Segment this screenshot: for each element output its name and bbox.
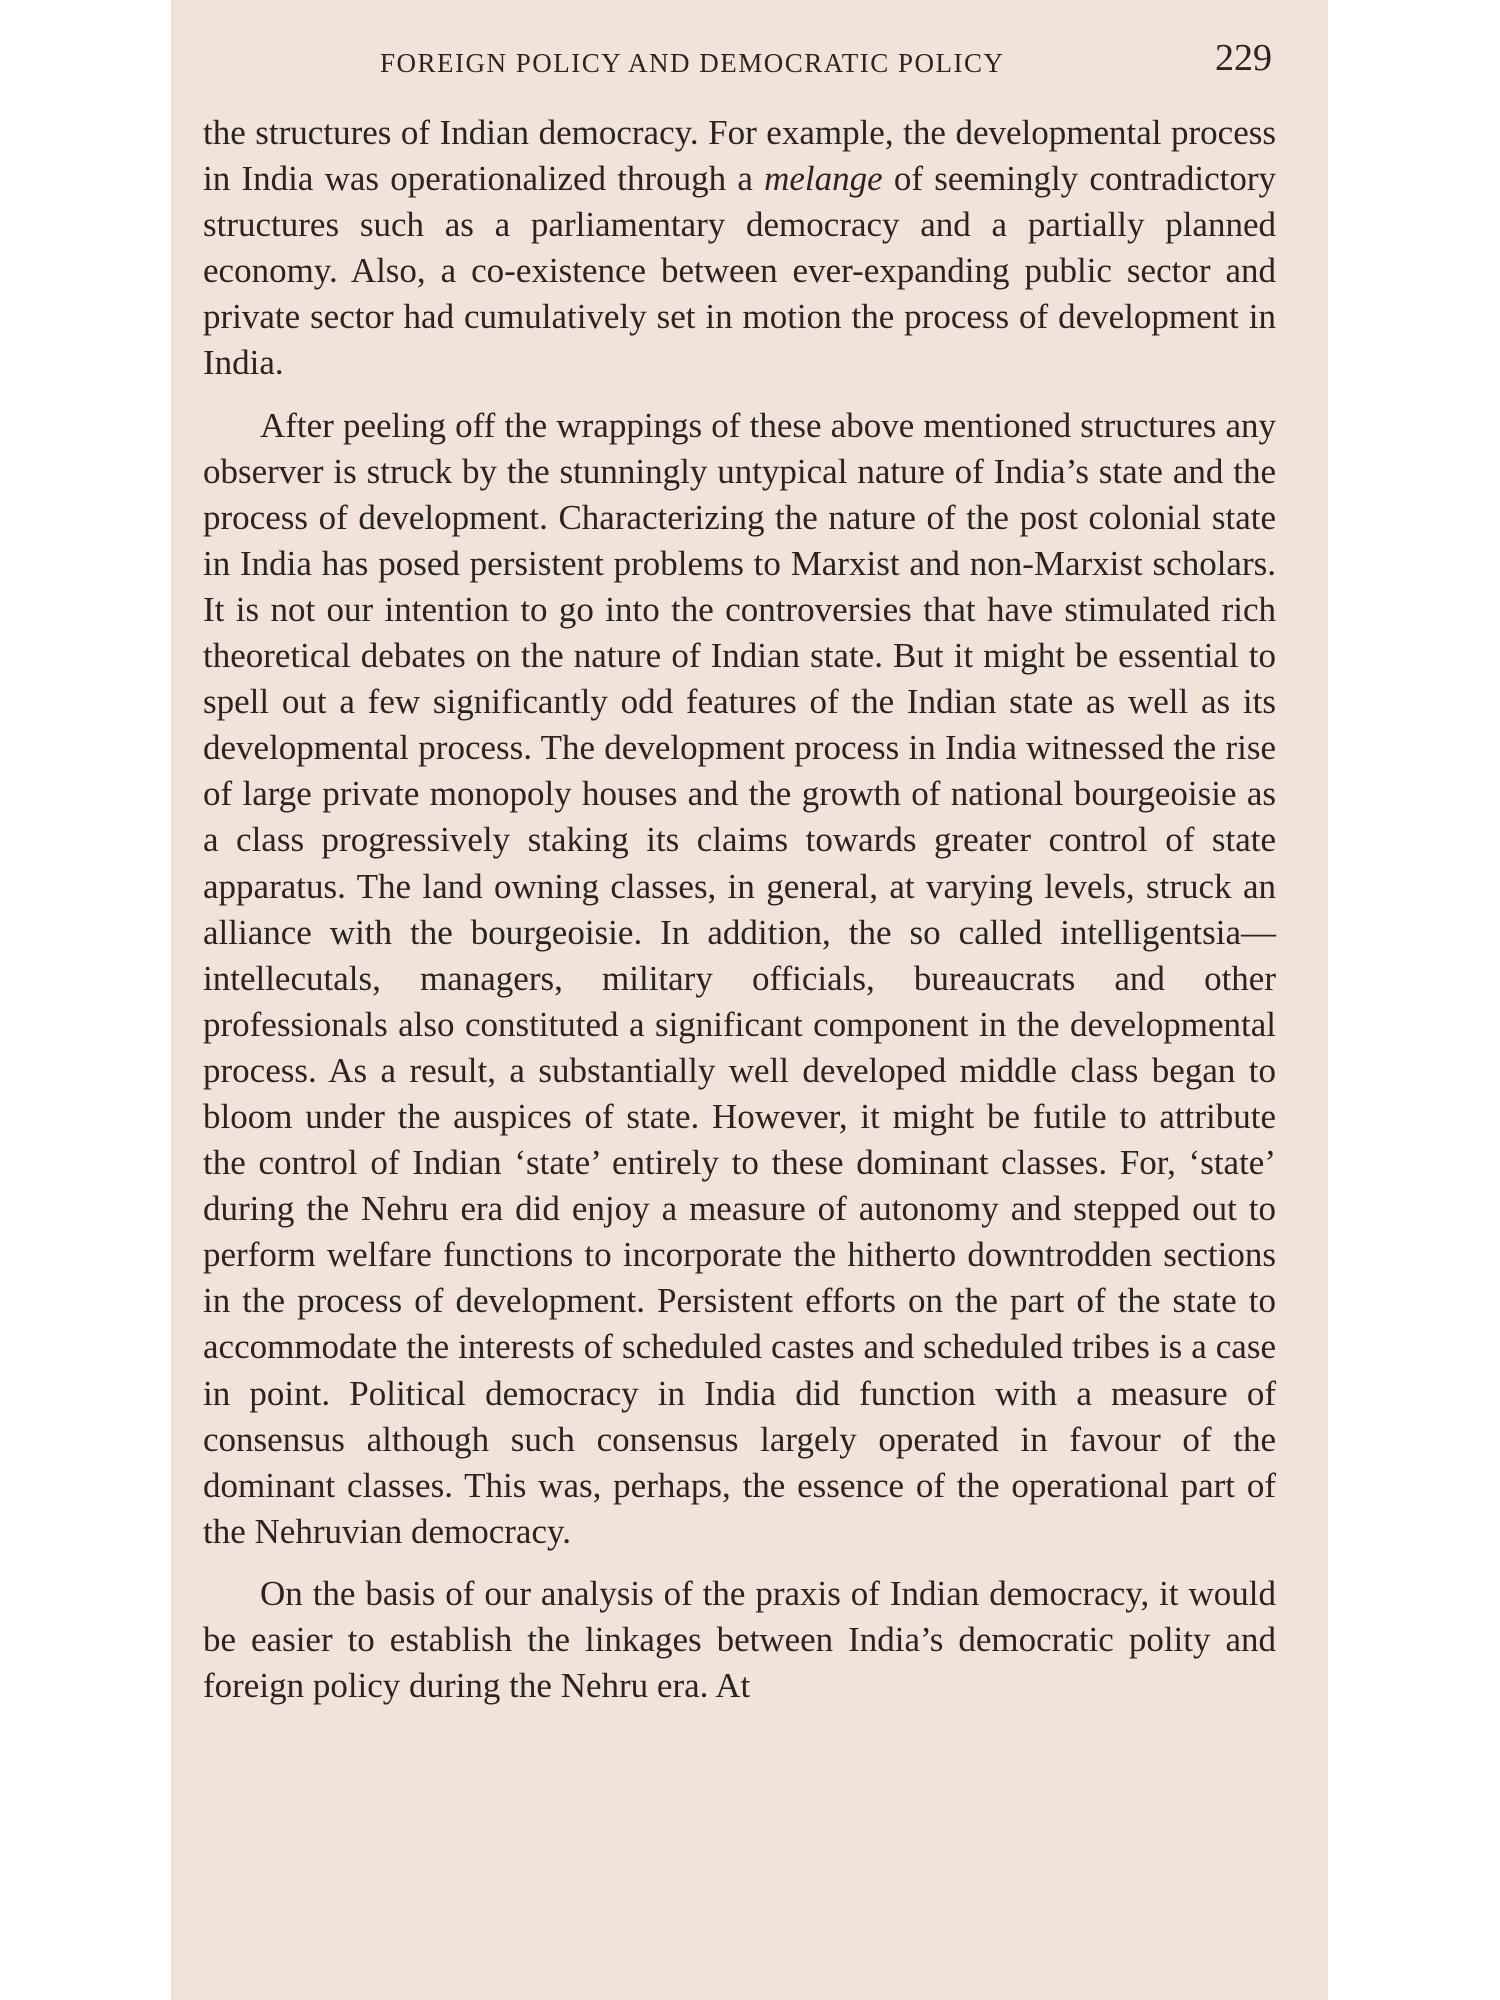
italic-term-melange: melange bbox=[764, 159, 883, 199]
paragraph-3: On the basis of our analysis of the praxis of Indian democracy, it would be easier to establish the linkages between India’s democratic polity and foreign policy during the Nehru era. At bbox=[203, 1573, 1276, 1706]
running-head: FOREIGN POLICY AND DEMOCRATIC POLICY bbox=[380, 48, 1005, 78]
paragraph-1-text-a: the structures of Indian democracy. For example, the developmental process in India was operationalized through a bbox=[203, 113, 1276, 199]
paragraph-1 bbox=[203, 110, 1276, 387]
book-page-scan bbox=[171, 0, 1328, 2000]
page-number: 229 bbox=[1215, 37, 1272, 79]
paragraph-1-text-b: of seemingly contradictory structures such as a parliamentary democracy and a partially planned economy. Also, a co-existence between ever-expanding public sector and private sector had cumulatively set in motion the process of development in India. bbox=[203, 159, 1276, 383]
paragraph-2: After peeling off the wrappings of these above mentioned structures any observer is struck by the stunningly untypical nature of India’s state and the process of development. Characterizing the nature of the post colonial state in India has posed persistent problems to Marxist and non-Marxist scholars. It is not our intention to go into the controversies that have stimulated rich theoretical debates on the nature of Indian state. But it might be essential to spell out a few significantly odd features of the Indian state as well as its developmental process. The development process in India witnessed the rise of large private monopoly houses and the growth of national bourgeoisie as a class progressively staking its claims towards greater control of state apparatus. The land owning classes, in general, at varying levels, struck an alliance with the bourgeoisie. In addition, the so called intelligentsia—intellecutals, managers, military officials, bureaucrats and other professionals also constituted a significant component in the developmental process. As a result, a substantially well developed middle class began to bloom under the auspices of state. However, it might be futile to attribute the control of Indian ‘state’ entirely to these dominant classes. For, ‘state’ during the Nehru era did enjoy a measure of autonomy and stepped out to perform welfare functions to incorporate the hitherto downtrodden sections in the process of development. Persistent efforts on the part of the state to accommodate the interests of scheduled castes and scheduled tribes is a case in point. Political democracy in India did function with a measure of consensus although such consensus largely operated in favour of the dominant classes. This was, perhaps, the essence of the operational part of the Nehruvian democracy. bbox=[203, 405, 1276, 1551]
page-header bbox=[171, 28, 1328, 98]
body-text bbox=[203, 110, 1276, 1709]
